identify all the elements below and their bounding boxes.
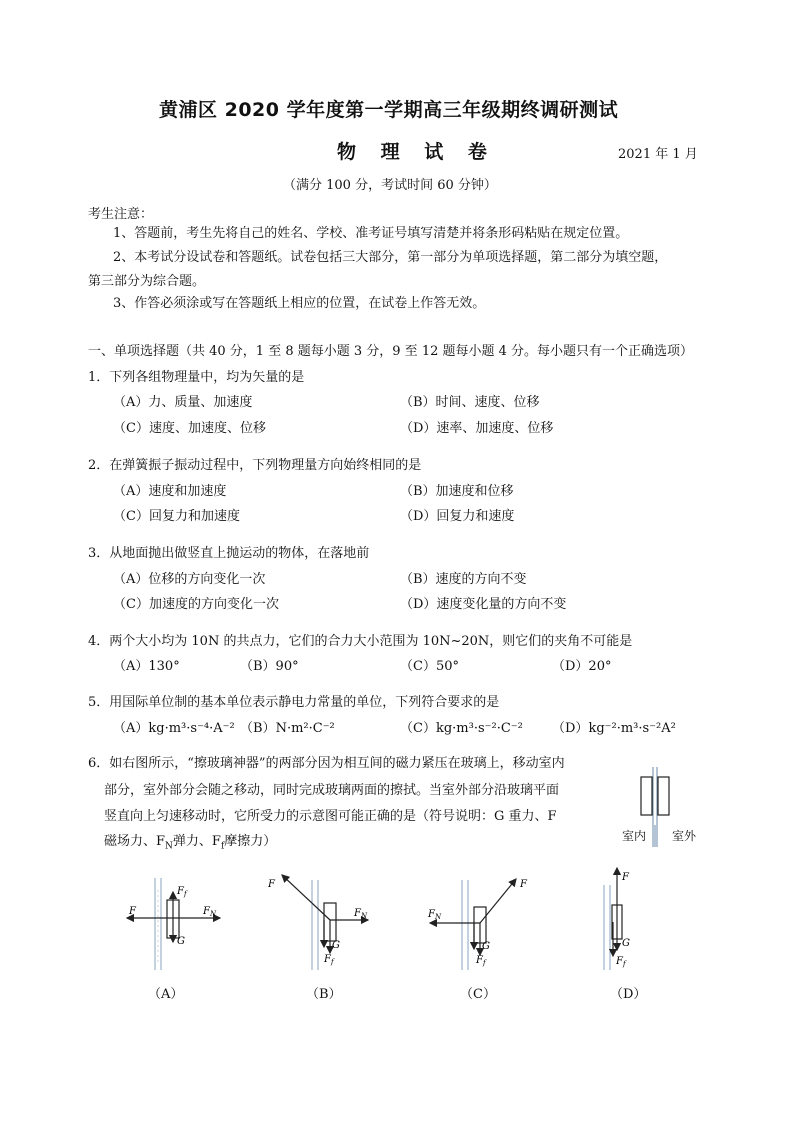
svg-text:G: G	[622, 938, 630, 949]
q3-option-d: （D）速度变化量的方向不变	[400, 597, 567, 612]
q4-stem: 4．两个大小均为 10N 的共点力，它们的合力大小范围为 10N~20N，则它们的夹角不可能是	[88, 634, 633, 649]
q3-option-c: （C）加速度的方向变化一次	[113, 597, 279, 612]
q1-option-b: （B）时间、速度、位移	[400, 395, 540, 410]
svg-text:F: F	[268, 879, 275, 890]
figure-label-d: （D）	[610, 987, 647, 1002]
q2-option-c: （C）回复力和加速度	[113, 509, 240, 524]
page-subtitle: 物 理 试 卷	[337, 141, 496, 163]
page-title: 黄浦区 2020 学年度第一学期高三年级期终调研测试	[159, 99, 619, 121]
q4-option-a: （A）130°	[113, 659, 180, 674]
force-diagram-b	[260, 865, 380, 975]
svg-text:G: G	[332, 940, 340, 951]
force-diagram-a	[115, 870, 225, 975]
force-diagram-d	[580, 860, 670, 975]
q6-line-4	[104, 830, 276, 852]
svg-text:F: F	[520, 879, 527, 890]
svg-text:Ff: $F_f$	[616, 956, 626, 968]
svg-text:F: F	[622, 872, 629, 883]
exam-note: （满分 100 分，考试时间 60 分钟）	[283, 178, 497, 193]
q6-line-1: 6．如右图所示，“擦玻璃神器”的两部分因为相互间的磁力紧压在玻璃上，移动室内	[88, 756, 565, 771]
q5-option-a-prefix: （A）	[113, 721, 149, 736]
label-indoor: 室内	[622, 829, 647, 843]
exam-date: 2021 年 1 月	[618, 147, 698, 162]
figure-label-a: （A）	[148, 987, 184, 1002]
q6-line-2: 部分，室外部分会随之移动，同时完成玻璃两面的擦拭。当室外部分沿玻璃平面	[104, 783, 560, 798]
label-ff: $F_f$	[177, 886, 187, 898]
instruction-item-2-line1: 2、本考试分设试卷和答题纸。试卷包括三大部分，第一部分为单项选择题，第二部分为填空题，	[113, 250, 668, 265]
label-g: G	[177, 936, 185, 947]
q2-option-b: （B）加速度和位移	[400, 484, 514, 499]
q5-option-b	[240, 717, 335, 736]
q5-option-c-unit: kg·m³·s⁻²·C⁻²	[435, 721, 523, 736]
q6-line-4-c: 摩擦力）	[224, 834, 277, 849]
q1-stem: 1．下列各组物理量中，均为矢量的是	[88, 370, 305, 385]
svg-text:FN: $F_N$	[428, 909, 442, 921]
q5-option-b-unit: N·m²·C⁻²	[275, 721, 335, 736]
q5-option-d-prefix: （D）	[552, 721, 589, 736]
q4-option-d: （D）20°	[552, 659, 612, 674]
section-1-heading: 一、单项选择题（共 40 分，1 至 8 题每小题 3 分，9 至 12 题每小题 4 分。每小题只有一个正确选项）	[88, 344, 694, 359]
q5-option-d	[552, 717, 676, 736]
outdoor-part	[658, 777, 669, 815]
q3-option-a: （A）位移的方向变化一次	[113, 572, 266, 587]
q2-stem: 2．在弹簧振子振动过程中，下列物理量方向始终相同的是	[88, 458, 422, 473]
q3-option-b: （B）速度的方向不变	[400, 572, 527, 587]
q3-stem: 3．从地面抛出做竖直上抛运动的物体，在落地前	[88, 546, 370, 561]
instruction-item-1: 1、答题前，考生先将自己的姓名、学校、准考证号填写清楚并将条形码粘贴在规定位置。	[113, 226, 629, 241]
q5-option-c-prefix: （C）	[400, 721, 436, 736]
q4-option-b: （B）90°	[240, 659, 299, 674]
q5-option-b-prefix: （B）	[240, 721, 276, 736]
q5-option-d-unit: kg⁻²·m³·s⁻²A²	[588, 721, 676, 736]
label-fn: $F_N$	[203, 906, 217, 918]
q1-option-c: （C）速度、加速度、位移	[113, 421, 266, 436]
q4-option-c: （C）50°	[400, 659, 459, 674]
q5-stem: 5．用国际单位制的基本单位表示静电力常量的单位，下列符合要求的是	[88, 695, 500, 710]
q1-option-a: （A）力、质量、加速度	[113, 395, 253, 410]
q5-option-a-unit: kg·m³·s⁻⁴·A⁻²	[148, 721, 235, 736]
instructions-heading: 考生注意：	[88, 207, 154, 222]
svg-text:G: G	[482, 941, 490, 952]
svg-text:Ff: $F_f$	[476, 955, 486, 967]
indoor-part	[641, 777, 652, 815]
label-outdoor: 室外	[672, 829, 697, 843]
q6-line-4-sub-f: f	[220, 841, 225, 852]
q2-option-d: （D）回复力和速度	[400, 509, 515, 524]
svg-text:FN: $F_N$	[354, 908, 368, 920]
svg-text:Ff: $F_f$	[324, 954, 334, 966]
label-f: F	[129, 906, 136, 917]
q5-option-a	[113, 717, 235, 736]
q5-option-c	[400, 717, 523, 736]
q6-line-4-b: 弹力、F	[172, 834, 221, 849]
q1-option-d: （D）速率、加速度、位移	[400, 421, 554, 436]
figure-label-c: （C）	[460, 987, 496, 1002]
instruction-item-2-line2: 第三部分为综合题。	[88, 274, 206, 289]
q6-line-3: 竖直向上匀速移动时，它所受力的示意图可能正确的是（符号说明：G 重力、F	[104, 809, 557, 824]
q2-option-a: （A）速度和加速度	[113, 484, 227, 499]
figure-label-b: （B）	[306, 987, 342, 1002]
instruction-item-3: 3、作答必须涂或写在答题纸上相应的位置，在试卷上作答无效。	[113, 296, 486, 311]
q6-line-4-a: 磁场力、F	[104, 834, 166, 849]
q6-line-4-sub-n: N	[165, 841, 173, 852]
force-diagram-c	[420, 865, 540, 975]
